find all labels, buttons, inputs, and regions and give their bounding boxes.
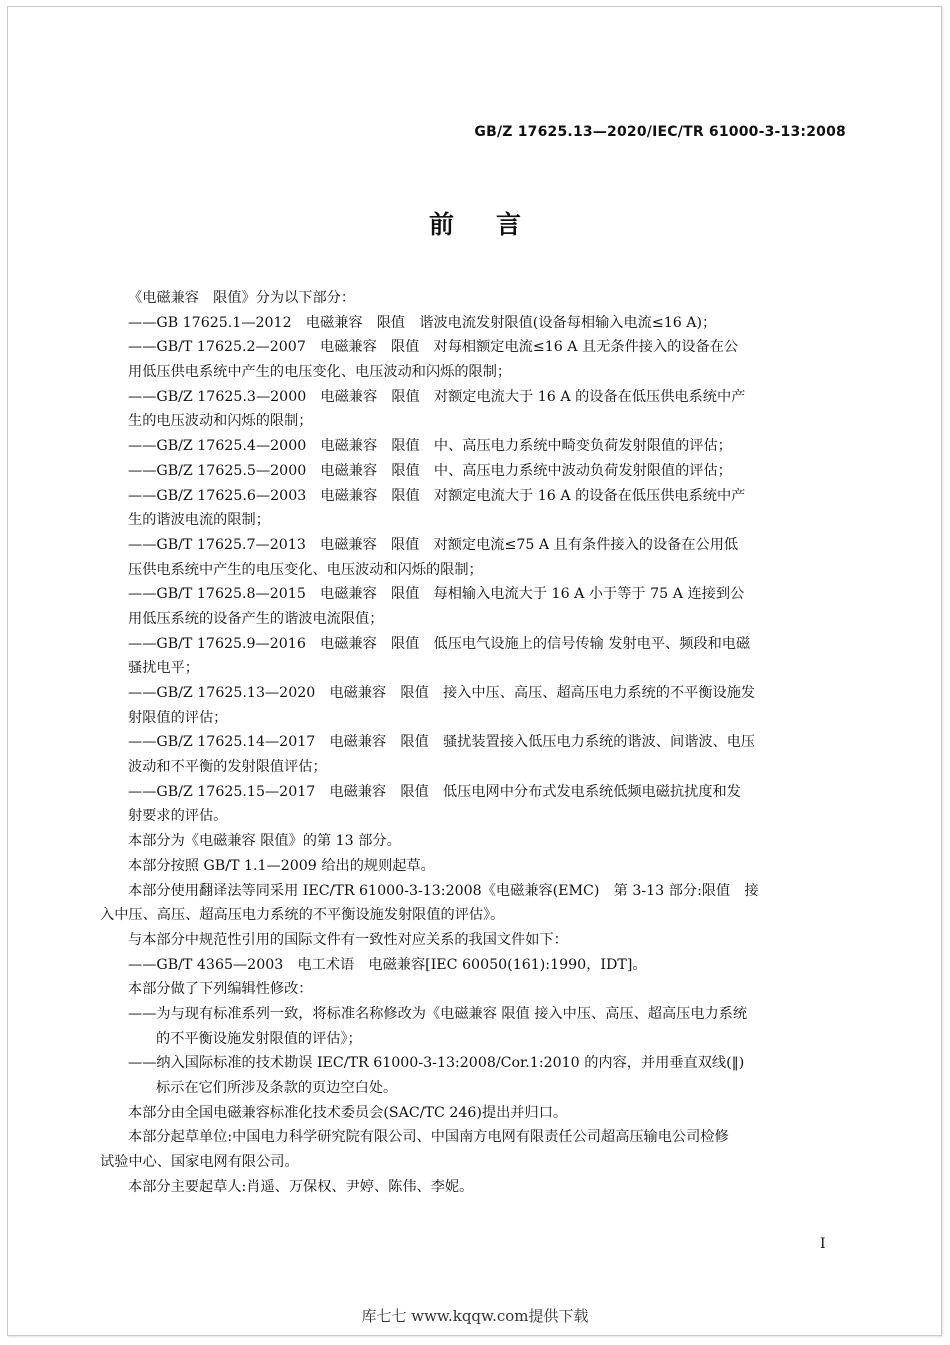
part-item-10-line1: ——GB/Z 17625.13—2020 电磁兼容 限值 接入中压、高压、超高压电力系统的不平衡设施发 xyxy=(128,685,756,701)
part-item-11-line1: ——GB/Z 17625.14—2017 电磁兼容 限值 骚扰装置接入低压电力系统的谐波、间谐波、电压 xyxy=(128,734,756,751)
edit-changes-paragraph: 本部分做了下列编辑性修改： xyxy=(128,981,313,998)
edit-item-2-line2: 标示在它们所涉及条款的页边空白处。 xyxy=(156,1080,398,1096)
part-item-9-line1: ——GB/T 17625.9—2016 电磁兼容 限值 低压电气设施上的信号传输 发射电平、频段和电磁 xyxy=(128,635,751,652)
foreword-body xyxy=(100,286,850,1199)
part-item-3-line1: ——GB/Z 17625.3—2000 电磁兼容 限值 对额定电流大于 16 A 的设备在低压供电系统中产 xyxy=(128,388,746,405)
part-item-3-line2: 生的电压波动和闪烁的限制； xyxy=(128,413,313,430)
part-item-4-line1: ——GB/Z 17625.4—2000 电磁兼容 限值 中、高压电力系统中畸变负荷发射限值的评估； xyxy=(128,438,732,455)
edit-item-1-line1: ——为与现有标准系列一致，将标准名称修改为《电磁兼容 限值 接入中压、高压、超高压电力系统 xyxy=(128,1005,748,1022)
part-item-10-line2: 射限值的评估； xyxy=(128,709,228,726)
translation-paragraph-line2: 入中压、高压、超高压电力系统的不平衡设施发射限值的评估》。 xyxy=(100,907,505,924)
parts-list xyxy=(100,311,850,829)
standard-code: GB/Z 17625.13—2020/IEC/TR 61000-3-13:2008 xyxy=(474,124,846,140)
part-item-9-line2: 骚扰电平； xyxy=(128,660,199,677)
page-title: 前言 xyxy=(428,210,563,239)
part-item-11-line2: 波动和不平衡的发射限值评估； xyxy=(128,759,327,776)
drafting-units-line1: 本部分起草单位:中国电力科学研究院有限公司、中国南方电网有限责任公司超高压输电公司检修 xyxy=(128,1129,729,1146)
intro-paragraph: 《电磁兼容 限值》分为以下部分： xyxy=(128,290,356,306)
proposed-by-paragraph: 本部分由全国电磁兼容标准化技术委员会(SAC/TC 246)提出并归口。 xyxy=(128,1104,568,1121)
part-item-7-line1: ——GB/T 17625.7—2013 电磁兼容 限值 对额定电流≤75 A 且有条件接入的设备在公用低 xyxy=(128,536,739,553)
edit-item-1-line2: 的不平衡设施发射限值的评估》； xyxy=(156,1030,362,1047)
part-item-2-line1: ——GB/T 17625.2—2007 电磁兼容 限值 对每相额定电流≤16 A 且无条件接入的设备在公 xyxy=(128,339,739,356)
drafting-units-line2: 试验中心、国家电网有限公司。 xyxy=(100,1154,299,1171)
part-item-8-line1: ——GB/T 17625.8—2015 电磁兼容 限值 每相输入电流大于 16 A 小于等于 75 A 连接到公 xyxy=(128,586,745,603)
translation-paragraph-line1: 本部分使用翻译法等同采用 IEC/TR 61000-3-13:2008《电磁兼容(EMC) 第 3-13 部分:限值 接 xyxy=(128,882,759,899)
drafters-paragraph: 本部分主要起草人:肖遥、万保权、尹婷、陈伟、李妮。 xyxy=(128,1178,474,1195)
part-item-5-line1: ——GB/Z 17625.5—2000 电磁兼容 限值 中、高压电力系统中波动负荷发射限值的评估； xyxy=(128,462,732,479)
part-item-7-line2: 压供电系统中产生的电压变化、电压波动和闪烁的限制； xyxy=(128,561,483,578)
download-footer: 库七七 www.kqqw.com提供下载 xyxy=(361,1307,589,1325)
part-item-1-line1: ——GB 17625.1—2012 电磁兼容 限值 谐波电流发射限值(设备每相输入电流≤16 A)； xyxy=(128,314,717,331)
page-number: I xyxy=(820,1236,826,1252)
correspondence-paragraph: 与本部分中规范性引用的国际文件有一致性对应关系的我国文件如下： xyxy=(128,931,568,948)
part-item-6-line2: 生的谐波电流的限制； xyxy=(128,512,270,529)
part-item-12-line2: 射要求的评估。 xyxy=(128,808,228,825)
part-item-6-line1: ——GB/Z 17625.6—2003 电磁兼容 限值 对额定电流大于 16 A 的设备在低压供电系统中产 xyxy=(128,487,746,504)
edit-item-2-line1: ——纳入国际标准的技术勘误 IEC/TR 61000-3-13:2008/Cor.1:2010 的内容，并用垂直双线(‖) xyxy=(128,1055,745,1072)
correspondence-item: ——GB/T 4365—2003 电工术语 电磁兼容[IEC 60050(161):1990，IDT]。 xyxy=(128,956,647,973)
part-item-2-line2: 用低压供电系统中产生的电压变化、电压波动和闪烁的限制； xyxy=(128,364,512,381)
part-item-8-line2: 用低压系统的设备产生的谐波电流限值； xyxy=(128,610,384,627)
drafting-rules-paragraph: 本部分按照 GB/T 1.1—2009 给出的规则起草。 xyxy=(128,857,435,874)
part-item-12-line1: ——GB/Z 17625.15—2017 电磁兼容 限值 低压电网中分布式发电系统低频电磁抗扰度和发 xyxy=(128,783,741,800)
part-number-paragraph: 本部分为《电磁兼容 限值》的第 13 部分。 xyxy=(128,833,401,850)
